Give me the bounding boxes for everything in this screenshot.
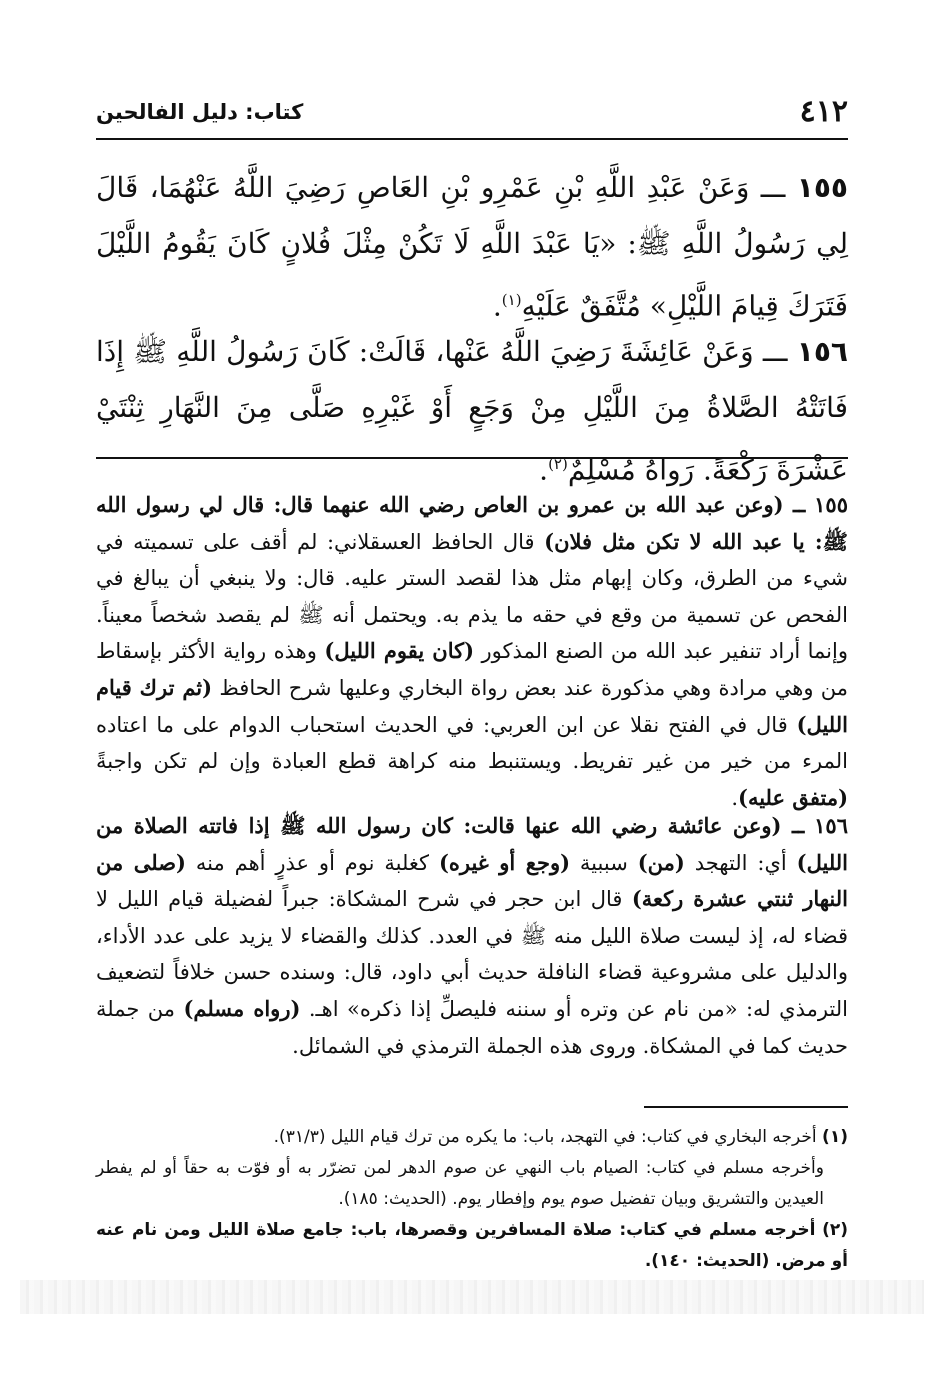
commentary-text: من جملة حديث كما في المشكاة. وروى هذه الجملة الترمذي في الشمائل. [96,996,848,1058]
commentary-quote: (من) [637,849,685,875]
commentary-end: . [731,785,739,810]
commentary-number: ١٥٦ [814,813,848,838]
footnote-1 [96,1122,848,1153]
commentary-quote: (صلى من النهار ثنتي عشرة ركعة) [96,849,848,912]
commentary-quote: (ثم ترك قيام الليل) [96,674,848,737]
footnote-text: وأخرجه مسلم في كتاب: الصيام باب النهي عن صوم الدهر لمن تضرّر به أو فوّت به حقاً أو لم يفطر العيدين والتشريق وبيان تفضيل صوم يوم وإفطار يوم. (الحديث: ١٨٥). [96,1158,824,1209]
hadith-end: . [539,453,549,487]
footnote-2 [96,1215,848,1277]
commentary-text: وهذه رواية الأكثر بإسقاط من وهي مرادة وهي مذكورة عند بعض رواة البخاري وعليها شرح الحافظ [96,639,848,700]
commentary-text: كغلبة نوم أو عذرٍ أهم منه [195,850,430,875]
footnote-text: أخرجه البخاري في كتاب: في التهجد، باب: ما يكره من ترك قيام الليل (٣١/٣). [273,1127,817,1147]
footnotes [96,1122,848,1277]
running-header-title: كتاب: دليل الفالحين [96,100,304,124]
commentary-text: قال في الفتح نقلا عن ابن العربي: في الحديث استحباب الدوام على ما اعتاده المرء من خير من غير تفريط. ويستنبط منه كراهة قطع العبادة وإن لم تكن واجبةً [96,712,848,774]
hadith-156 [96,324,848,498]
footnote-1-cont [96,1153,848,1215]
hadith-text: ـــ وَعَنْ عَبْدِ اللَّهِ بْنِ عَمْرِو بْنِ العَاصِ رَضِيَ اللَّهُ عَنْهُمَا، قَالَ لِي رَسُولُ اللَّهِ ﷺ: «يَا عَبْدَ اللَّهِ لَا تَكُنْ مِثْلَ فُلانٍ كَانَ يَقُومُ اللَّيْلَ فَتَرَكَ قِيامَ اللَّيْلِ» مُتَّفَقٌ عَلَيْهِ [96,171,848,323]
header-rule [96,138,848,140]
commentary-quote: (كان يقوم الليل) [324,638,475,664]
footnote-ref[interactable]: (٢) [548,455,568,473]
hadith-end: . [492,289,502,323]
footnotes-separator [644,1106,848,1108]
commentary-155 [96,487,848,816]
commentary-text: أي: التهجد [694,850,787,875]
commentary-lead: ــ (وعن عائشة رضي الله عنها قالت: كان رسول الله ﷺ إذا فاتته الصلاة من الليل) [96,813,849,875]
footnote-mark: (٢) [822,1220,849,1240]
footnote-ref[interactable]: (١) [501,291,522,309]
page-number: ٤١٢ [799,94,848,129]
commentary-text: سببية [579,850,628,875]
commentary-number: ١٥٥ [814,492,848,517]
scan-footer-ornament [20,1280,924,1314]
commentary-156 [96,808,848,1064]
hadith-155 [96,160,848,334]
commentary-text: قال ابن حجر في شرح المشكاة: جبراً لفضيلة قيام الليل لا قضاء له، إذ ليست صلاة الليل منه ﷺ في العدد. كذلك والقضاء لا يزيد على عدد الأداء، والدليل على مشروعية قضاء النافلة حديث أبي داود، قال: وسنده حسن خلافاً لتضعيف الترمذي له: «من نام عن وتره أو سننه فليصلِّ إذا ذكره» اهـ. [96,887,849,1021]
footnote-text: أخرجه مسلم في كتاب: صلاة المسافرين وقصرها، باب: جامع صلاة الليل ومن نام عنه أو مرض. (الحديث: ١٤٠). [96,1220,848,1271]
hadith-number: ١٥٦ [796,335,849,368]
commentary-quote: (متفق عليه) [738,784,848,810]
hadith-number: ١٥٥ [796,171,849,204]
footnote-mark: (١) [822,1127,848,1147]
commentary-lead: ــ (وعن عبد الله بن عمرو بن العاص رضي الله عنهما قال: قال لي رسول الله ﷺ: يا عبد الله لا تكن مثل فلان) [96,492,848,554]
commentary-text: قال الحافظ العسقلاني: لم أقف على تسميته في شيء من الطرق، وكان إبهام مثل هذا لقصد الستر عليه. قال: ولا ينبغي أن يبالغ في الفحص عن تسمية من وقع في حقه ما يذم به. ويحتمل أنه ﷺ لم يقصد شخصاً معيناً. وإنما أراد تنفير عبد الله من الصنع المذكور [96,529,848,664]
hadith-text: ـــ وَعَنْ عَائِشَةَ رَضِيَ اللَّهُ عَنْها، قَالَتْ: كَانَ رَسُولُ اللَّهِ ﷺ إِذَا فَاتَتْهُ الصَّلاةُ مِنَ اللَّيْلِ مِنْ وَجَعٍ أَوْ غَيْرِهِ صَلَّى مِنَ النَّهَارِ ثِنْتَيْ عَشْرَةَ رَكْعَةً. رَواهُ مُسْلِمٌ [96,335,848,487]
commentary-quote: (وجع أو غيره) [438,849,571,875]
commentary-separator [96,457,848,459]
commentary-quote: (رواه مسلم) [183,995,301,1021]
